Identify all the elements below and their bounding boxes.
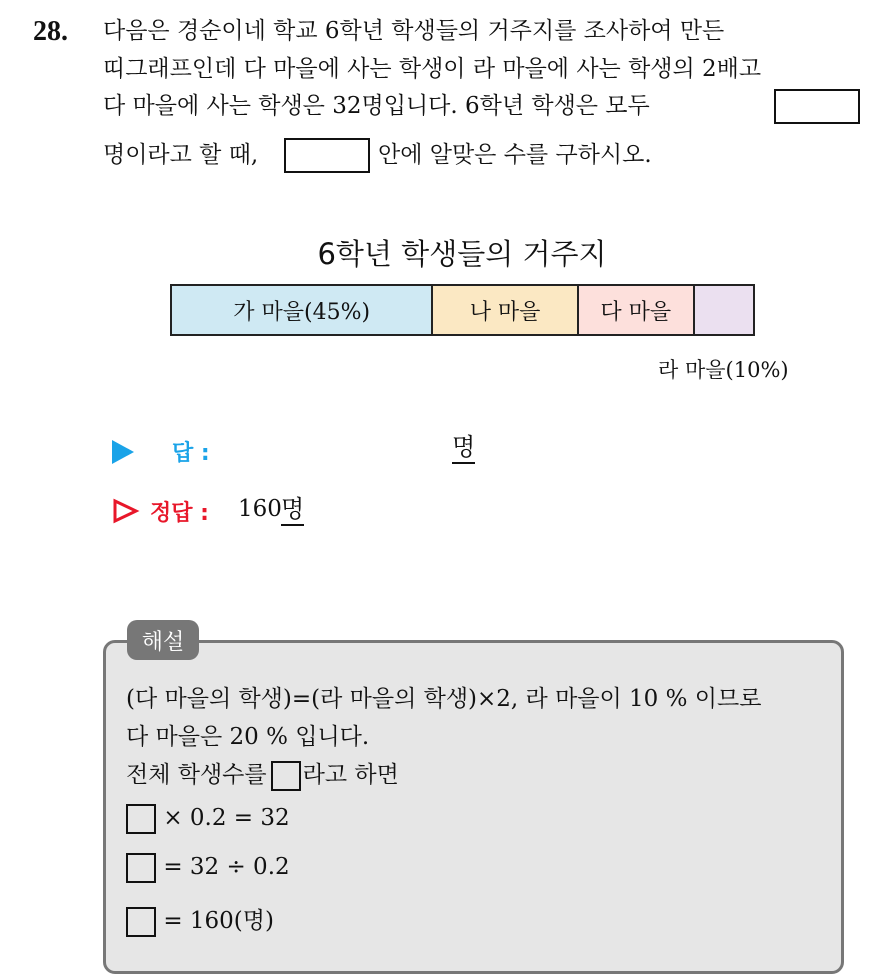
correct-arrow-icon — [112, 498, 140, 524]
equation-2 — [126, 853, 290, 883]
answer-blank-box — [774, 89, 860, 124]
correct-value: 160 — [238, 496, 282, 522]
answer-blank-box-inline — [284, 138, 370, 173]
question-number: 28. — [33, 16, 68, 47]
question-line-5: 안에 알맞은 수를 구하시오. — [378, 142, 652, 168]
band-segment-label: 나 마을 — [469, 299, 541, 325]
equation-1-text: × 0.2 = 32 — [163, 805, 290, 831]
equation-3 — [126, 902, 274, 937]
question-line-1: 다음은 경순이네 학교 6학년 학생들의 거주지를 조사하여 만든 — [103, 18, 725, 44]
chart-title: 6학년 학생들의 거주지 — [317, 237, 607, 271]
unknown-box — [126, 804, 156, 834]
band-segment-3 — [579, 286, 695, 334]
unknown-box — [126, 907, 156, 937]
unknown-box — [271, 761, 301, 791]
correct-label: 정답 : — [150, 501, 209, 526]
band-segment-2 — [433, 286, 578, 334]
answer-unit: 명 — [452, 432, 475, 464]
explanation-line-1: (다 마을의 학생)=(라 마을의 학생)×2, 라 마을이 10 % 이므로 — [126, 686, 762, 712]
explanation-line-2: 다 마을은 20 % 입니다. — [126, 724, 370, 750]
answer-arrow-icon — [112, 436, 134, 464]
equation-1 — [126, 804, 290, 834]
band-graph — [170, 284, 755, 336]
explanation-line-3-pre: 전체 학생수를 — [126, 762, 267, 788]
explanation-tag: 해설 — [127, 620, 199, 660]
answer-label: 답 : — [172, 441, 210, 466]
band-segment-4 — [695, 286, 753, 334]
question-line-3: 다 마을에 사는 학생은 32명입니다. 6학년 학생은 모두 — [103, 93, 650, 119]
equation-2-text: = 32 ÷ 0.2 — [163, 854, 290, 880]
correct-unit: 명 — [281, 494, 304, 526]
segment-ra-outside-label: 라 마을(10%) — [658, 358, 789, 382]
question-line-2: 띠그래프인데 다 마을에 사는 학생이 라 마을에 사는 학생의 2배고 — [103, 56, 762, 82]
unknown-box — [126, 853, 156, 883]
question-line-4: 명이라고 할 때, — [103, 142, 259, 168]
explanation-line-3 — [126, 756, 399, 791]
explanation-line-3-post: 라고 하면 — [302, 762, 399, 788]
band-segment-label: 가 마을(45%) — [233, 299, 371, 325]
band-segment-label: 다 마을 — [600, 299, 672, 325]
equation-3-text: = 160(명) — [163, 908, 274, 934]
band-segment-1 — [172, 286, 433, 334]
